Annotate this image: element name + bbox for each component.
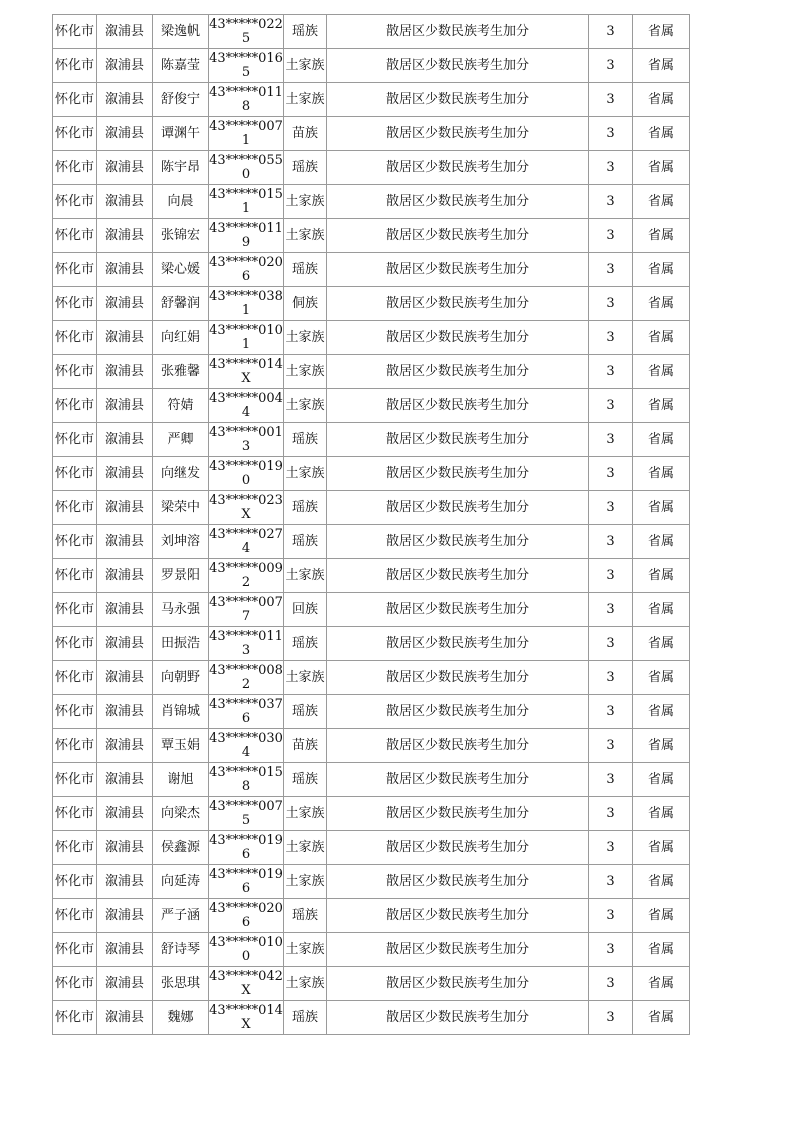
ethnicity-cell: 瑶族 (284, 899, 327, 933)
level-cell: 省属 (633, 967, 690, 1001)
county-cell: 溆浦县 (97, 185, 153, 219)
id-number-cell: 43*****0082 (209, 661, 284, 695)
ethnicity-cell: 土家族 (284, 219, 327, 253)
points-cell: 3 (589, 695, 633, 729)
bonus-item-cell: 散居区少数民族考生加分 (327, 117, 589, 151)
level-cell: 省属 (633, 797, 690, 831)
bonus-item-cell: 散居区少数民族考生加分 (327, 83, 589, 117)
county-cell: 溆浦县 (97, 1001, 153, 1035)
ethnicity-cell: 土家族 (284, 457, 327, 491)
table-row (53, 185, 690, 219)
ethnicity-cell: 瑶族 (284, 253, 327, 287)
points-cell: 3 (589, 219, 633, 253)
table-body (53, 15, 690, 1035)
city-cell: 怀化市 (53, 865, 97, 899)
id-number-cell: 43*****0206 (209, 253, 284, 287)
county-cell: 溆浦县 (97, 967, 153, 1001)
points-cell: 3 (589, 933, 633, 967)
county-cell: 溆浦县 (97, 83, 153, 117)
bonus-item-cell: 散居区少数民族考生加分 (327, 219, 589, 253)
table-row (53, 151, 690, 185)
bonus-item-cell: 散居区少数民族考生加分 (327, 899, 589, 933)
county-cell: 溆浦县 (97, 423, 153, 457)
id-number-cell: 43*****0274 (209, 525, 284, 559)
points-cell: 3 (589, 763, 633, 797)
bonus-item-cell: 散居区少数民族考生加分 (327, 423, 589, 457)
points-cell: 3 (589, 899, 633, 933)
points-cell: 3 (589, 661, 633, 695)
table-row (53, 661, 690, 695)
level-cell: 省属 (633, 525, 690, 559)
city-cell: 怀化市 (53, 729, 97, 763)
id-number-cell: 43*****0158 (209, 763, 284, 797)
id-number-cell: 43*****0119 (209, 219, 284, 253)
id-number-cell: 43*****0196 (209, 865, 284, 899)
level-cell: 省属 (633, 355, 690, 389)
ethnicity-cell: 土家族 (284, 933, 327, 967)
table-row (53, 117, 690, 151)
bonus-item-cell: 散居区少数民族考生加分 (327, 967, 589, 1001)
points-cell: 3 (589, 457, 633, 491)
county-cell: 溆浦县 (97, 933, 153, 967)
name-cell: 舒馨润 (153, 287, 209, 321)
id-number-cell: 43*****0044 (209, 389, 284, 423)
ethnicity-cell: 侗族 (284, 287, 327, 321)
points-cell: 3 (589, 49, 633, 83)
id-number-cell: 43*****0113 (209, 627, 284, 661)
bonus-item-cell: 散居区少数民族考生加分 (327, 389, 589, 423)
points-cell: 3 (589, 491, 633, 525)
name-cell: 陈宇昂 (153, 151, 209, 185)
county-cell: 溆浦县 (97, 321, 153, 355)
id-number-cell: 43*****0550 (209, 151, 284, 185)
county-cell: 溆浦县 (97, 287, 153, 321)
level-cell: 省属 (633, 661, 690, 695)
county-cell: 溆浦县 (97, 491, 153, 525)
name-cell: 梁心媛 (153, 253, 209, 287)
name-cell: 陈嘉莹 (153, 49, 209, 83)
table-row (53, 491, 690, 525)
city-cell: 怀化市 (53, 287, 97, 321)
level-cell: 省属 (633, 865, 690, 899)
level-cell: 省属 (633, 933, 690, 967)
city-cell: 怀化市 (53, 967, 97, 1001)
ethnicity-cell: 土家族 (284, 49, 327, 83)
ethnicity-cell: 瑶族 (284, 423, 327, 457)
level-cell: 省属 (633, 491, 690, 525)
city-cell: 怀化市 (53, 49, 97, 83)
name-cell: 严子涵 (153, 899, 209, 933)
bonus-item-cell: 散居区少数民族考生加分 (327, 49, 589, 83)
id-number-cell: 43*****0075 (209, 797, 284, 831)
level-cell: 省属 (633, 729, 690, 763)
points-cell: 3 (589, 151, 633, 185)
points-cell: 3 (589, 797, 633, 831)
ethnicity-cell: 瑶族 (284, 491, 327, 525)
name-cell: 马永强 (153, 593, 209, 627)
id-number-cell: 43*****0151 (209, 185, 284, 219)
table-row (53, 865, 690, 899)
id-number-cell: 43*****0118 (209, 83, 284, 117)
level-cell: 省属 (633, 763, 690, 797)
name-cell: 向延涛 (153, 865, 209, 899)
bonus-points-table (52, 14, 690, 1035)
city-cell: 怀化市 (53, 151, 97, 185)
ethnicity-cell: 土家族 (284, 321, 327, 355)
city-cell: 怀化市 (53, 389, 97, 423)
name-cell: 舒俊宁 (153, 83, 209, 117)
points-cell: 3 (589, 287, 633, 321)
table-row (53, 287, 690, 321)
bonus-item-cell: 散居区少数民族考生加分 (327, 525, 589, 559)
bonus-item-cell: 散居区少数民族考生加分 (327, 661, 589, 695)
city-cell: 怀化市 (53, 933, 97, 967)
ethnicity-cell: 瑶族 (284, 525, 327, 559)
name-cell: 谭渊午 (153, 117, 209, 151)
id-number-cell: 43*****014X (209, 355, 284, 389)
table-row (53, 423, 690, 457)
points-cell: 3 (589, 253, 633, 287)
city-cell: 怀化市 (53, 797, 97, 831)
city-cell: 怀化市 (53, 219, 97, 253)
city-cell: 怀化市 (53, 457, 97, 491)
city-cell: 怀化市 (53, 185, 97, 219)
table-row (53, 967, 690, 1001)
table-row (53, 559, 690, 593)
bonus-item-cell: 散居区少数民族考生加分 (327, 321, 589, 355)
city-cell: 怀化市 (53, 321, 97, 355)
ethnicity-cell: 土家族 (284, 831, 327, 865)
table-row (53, 1001, 690, 1035)
id-number-cell: 43*****023X (209, 491, 284, 525)
level-cell: 省属 (633, 695, 690, 729)
name-cell: 梁逸帆 (153, 15, 209, 49)
id-number-cell: 43*****042X (209, 967, 284, 1001)
points-cell: 3 (589, 117, 633, 151)
ethnicity-cell: 回族 (284, 593, 327, 627)
table-row (53, 593, 690, 627)
county-cell: 溆浦县 (97, 355, 153, 389)
bonus-item-cell: 散居区少数民族考生加分 (327, 627, 589, 661)
table-row (53, 49, 690, 83)
name-cell: 舒诗琴 (153, 933, 209, 967)
bonus-item-cell: 散居区少数民族考生加分 (327, 185, 589, 219)
ethnicity-cell: 土家族 (284, 865, 327, 899)
county-cell: 溆浦县 (97, 525, 153, 559)
city-cell: 怀化市 (53, 593, 97, 627)
ethnicity-cell: 土家族 (284, 355, 327, 389)
id-number-cell: 43*****0381 (209, 287, 284, 321)
table-row (53, 457, 690, 491)
table-row (53, 729, 690, 763)
bonus-item-cell: 散居区少数民族考生加分 (327, 491, 589, 525)
city-cell: 怀化市 (53, 15, 97, 49)
level-cell: 省属 (633, 151, 690, 185)
points-cell: 3 (589, 627, 633, 661)
level-cell: 省属 (633, 287, 690, 321)
ethnicity-cell: 土家族 (284, 967, 327, 1001)
name-cell: 罗景阳 (153, 559, 209, 593)
level-cell: 省属 (633, 321, 690, 355)
level-cell: 省属 (633, 559, 690, 593)
name-cell: 向继发 (153, 457, 209, 491)
level-cell: 省属 (633, 49, 690, 83)
ethnicity-cell: 土家族 (284, 661, 327, 695)
points-cell: 3 (589, 967, 633, 1001)
county-cell: 溆浦县 (97, 593, 153, 627)
name-cell: 向朝野 (153, 661, 209, 695)
id-number-cell: 43*****0071 (209, 117, 284, 151)
level-cell: 省属 (633, 593, 690, 627)
table-row (53, 899, 690, 933)
name-cell: 张雅馨 (153, 355, 209, 389)
city-cell: 怀化市 (53, 117, 97, 151)
id-number-cell: 43*****0013 (209, 423, 284, 457)
points-cell: 3 (589, 525, 633, 559)
ethnicity-cell: 苗族 (284, 729, 327, 763)
city-cell: 怀化市 (53, 899, 97, 933)
name-cell: 张锦宏 (153, 219, 209, 253)
ethnicity-cell: 土家族 (284, 185, 327, 219)
county-cell: 溆浦县 (97, 661, 153, 695)
level-cell: 省属 (633, 185, 690, 219)
county-cell: 溆浦县 (97, 117, 153, 151)
level-cell: 省属 (633, 457, 690, 491)
bonus-item-cell: 散居区少数民族考生加分 (327, 729, 589, 763)
city-cell: 怀化市 (53, 491, 97, 525)
city-cell: 怀化市 (53, 627, 97, 661)
ethnicity-cell: 土家族 (284, 559, 327, 593)
county-cell: 溆浦县 (97, 253, 153, 287)
city-cell: 怀化市 (53, 695, 97, 729)
table-row (53, 695, 690, 729)
level-cell: 省属 (633, 219, 690, 253)
name-cell: 肖锦城 (153, 695, 209, 729)
table-row (53, 321, 690, 355)
id-number-cell: 43*****0225 (209, 15, 284, 49)
county-cell: 溆浦县 (97, 15, 153, 49)
points-cell: 3 (589, 593, 633, 627)
level-cell: 省属 (633, 423, 690, 457)
ethnicity-cell: 瑶族 (284, 627, 327, 661)
county-cell: 溆浦县 (97, 797, 153, 831)
name-cell: 梁荣中 (153, 491, 209, 525)
points-cell: 3 (589, 355, 633, 389)
id-number-cell: 43*****0304 (209, 729, 284, 763)
county-cell: 溆浦县 (97, 151, 153, 185)
name-cell: 田振浩 (153, 627, 209, 661)
county-cell: 溆浦县 (97, 559, 153, 593)
points-cell: 3 (589, 831, 633, 865)
name-cell: 覃玉娟 (153, 729, 209, 763)
name-cell: 侯鑫源 (153, 831, 209, 865)
table-row (53, 389, 690, 423)
table-row (53, 83, 690, 117)
points-cell: 3 (589, 865, 633, 899)
bonus-item-cell: 散居区少数民族考生加分 (327, 593, 589, 627)
level-cell: 省属 (633, 83, 690, 117)
county-cell: 溆浦县 (97, 729, 153, 763)
name-cell: 向梁杰 (153, 797, 209, 831)
points-cell: 3 (589, 389, 633, 423)
table-row (53, 525, 690, 559)
bonus-item-cell: 散居区少数民族考生加分 (327, 253, 589, 287)
bonus-item-cell: 散居区少数民族考生加分 (327, 763, 589, 797)
bonus-item-cell: 散居区少数民族考生加分 (327, 559, 589, 593)
city-cell: 怀化市 (53, 423, 97, 457)
table-row (53, 355, 690, 389)
points-cell: 3 (589, 729, 633, 763)
bonus-item-cell: 散居区少数民族考生加分 (327, 457, 589, 491)
bonus-item-cell: 散居区少数民族考生加分 (327, 1001, 589, 1035)
table-row (53, 831, 690, 865)
city-cell: 怀化市 (53, 253, 97, 287)
table-row (53, 15, 690, 49)
bonus-item-cell: 散居区少数民族考生加分 (327, 831, 589, 865)
ethnicity-cell: 瑶族 (284, 695, 327, 729)
id-number-cell: 43*****0206 (209, 899, 284, 933)
bonus-item-cell: 散居区少数民族考生加分 (327, 933, 589, 967)
city-cell: 怀化市 (53, 355, 97, 389)
name-cell: 向红娟 (153, 321, 209, 355)
city-cell: 怀化市 (53, 83, 97, 117)
county-cell: 溆浦县 (97, 763, 153, 797)
bonus-item-cell: 散居区少数民族考生加分 (327, 865, 589, 899)
points-cell: 3 (589, 559, 633, 593)
level-cell: 省属 (633, 117, 690, 151)
table-row (53, 797, 690, 831)
points-cell: 3 (589, 321, 633, 355)
city-cell: 怀化市 (53, 559, 97, 593)
table-row (53, 219, 690, 253)
name-cell: 谢旭 (153, 763, 209, 797)
county-cell: 溆浦县 (97, 219, 153, 253)
table-row (53, 253, 690, 287)
id-number-cell: 43*****0165 (209, 49, 284, 83)
id-number-cell: 43*****0196 (209, 831, 284, 865)
county-cell: 溆浦县 (97, 831, 153, 865)
level-cell: 省属 (633, 389, 690, 423)
name-cell: 严卿 (153, 423, 209, 457)
bonus-item-cell: 散居区少数民族考生加分 (327, 287, 589, 321)
table-row (53, 763, 690, 797)
points-cell: 3 (589, 185, 633, 219)
level-cell: 省属 (633, 627, 690, 661)
id-number-cell: 43*****0376 (209, 695, 284, 729)
id-number-cell: 43*****014X (209, 1001, 284, 1035)
bonus-item-cell: 散居区少数民族考生加分 (327, 695, 589, 729)
city-cell: 怀化市 (53, 763, 97, 797)
ethnicity-cell: 瑶族 (284, 151, 327, 185)
level-cell: 省属 (633, 899, 690, 933)
bonus-item-cell: 散居区少数民族考生加分 (327, 797, 589, 831)
name-cell: 向晨 (153, 185, 209, 219)
level-cell: 省属 (633, 15, 690, 49)
city-cell: 怀化市 (53, 1001, 97, 1035)
points-cell: 3 (589, 423, 633, 457)
ethnicity-cell: 土家族 (284, 389, 327, 423)
id-number-cell: 43*****0077 (209, 593, 284, 627)
city-cell: 怀化市 (53, 525, 97, 559)
level-cell: 省属 (633, 253, 690, 287)
county-cell: 溆浦县 (97, 389, 153, 423)
ethnicity-cell: 瑶族 (284, 1001, 327, 1035)
id-number-cell: 43*****0100 (209, 933, 284, 967)
ethnicity-cell: 土家族 (284, 83, 327, 117)
city-cell: 怀化市 (53, 661, 97, 695)
name-cell: 刘坤溶 (153, 525, 209, 559)
level-cell: 省属 (633, 1001, 690, 1035)
city-cell: 怀化市 (53, 831, 97, 865)
name-cell: 张思琪 (153, 967, 209, 1001)
name-cell: 符婧 (153, 389, 209, 423)
ethnicity-cell: 土家族 (284, 797, 327, 831)
bonus-item-cell: 散居区少数民族考生加分 (327, 355, 589, 389)
county-cell: 溆浦县 (97, 627, 153, 661)
county-cell: 溆浦县 (97, 695, 153, 729)
county-cell: 溆浦县 (97, 457, 153, 491)
level-cell: 省属 (633, 831, 690, 865)
bonus-item-cell: 散居区少数民族考生加分 (327, 151, 589, 185)
points-cell: 3 (589, 15, 633, 49)
county-cell: 溆浦县 (97, 899, 153, 933)
ethnicity-cell: 瑶族 (284, 15, 327, 49)
county-cell: 溆浦县 (97, 49, 153, 83)
points-cell: 3 (589, 83, 633, 117)
points-cell: 3 (589, 1001, 633, 1035)
ethnicity-cell: 瑶族 (284, 763, 327, 797)
name-cell: 魏娜 (153, 1001, 209, 1035)
county-cell: 溆浦县 (97, 865, 153, 899)
id-number-cell: 43*****0092 (209, 559, 284, 593)
ethnicity-cell: 苗族 (284, 117, 327, 151)
bonus-item-cell: 散居区少数民族考生加分 (327, 15, 589, 49)
id-number-cell: 43*****0101 (209, 321, 284, 355)
id-number-cell: 43*****0190 (209, 457, 284, 491)
table-row (53, 627, 690, 661)
table-row (53, 933, 690, 967)
